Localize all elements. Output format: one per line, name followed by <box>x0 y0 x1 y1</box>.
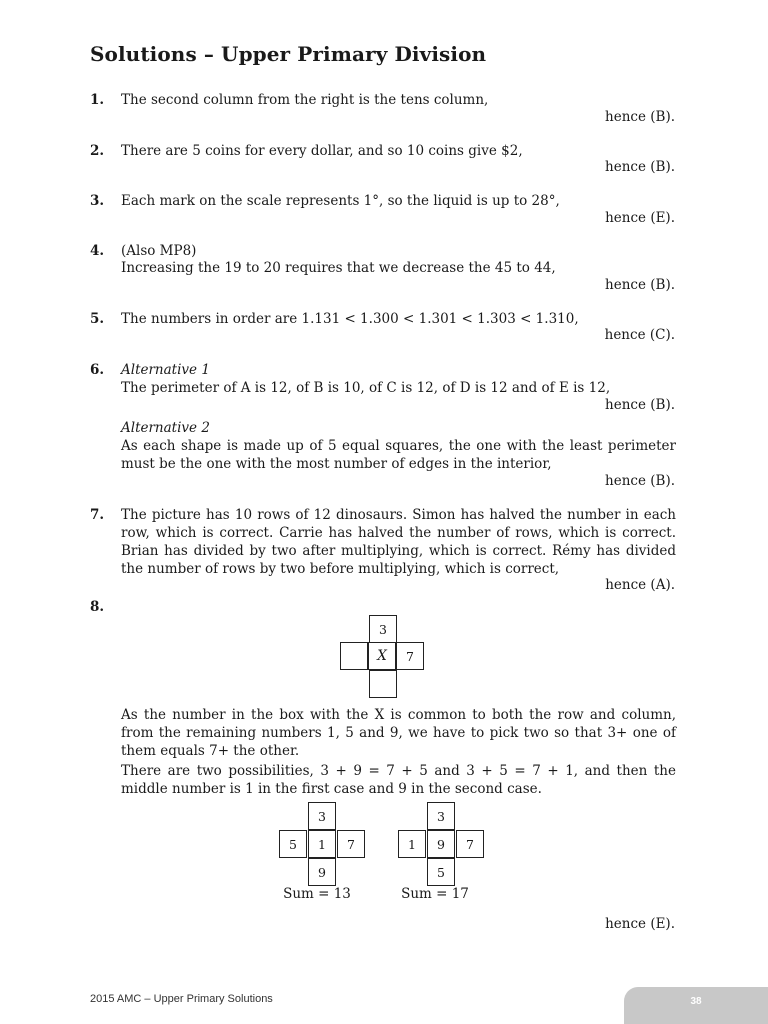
answer: hence (B). <box>605 159 675 175</box>
grid-cell-bottom: 9 <box>308 858 336 886</box>
question-number: 8. <box>90 599 105 615</box>
question-number: 6. <box>90 362 105 378</box>
alternative-label: Alternative 1 <box>121 362 210 378</box>
grid-cell-center: 1 <box>308 830 336 858</box>
question-number: 7. <box>90 507 105 523</box>
answer: hence (E). <box>605 916 675 932</box>
grid-cell-top: 3 <box>369 615 397 643</box>
question-number: 5. <box>90 311 105 327</box>
grid-cell-center: 9 <box>427 830 455 858</box>
question-number: 2. <box>90 143 105 159</box>
grid-cell-left <box>340 642 368 670</box>
grid-cell-bottom: 5 <box>427 858 455 886</box>
question-number: 4. <box>90 243 105 259</box>
solution-text: Increasing the 19 to 20 requires that we decrease the 45 to 44, <box>121 260 556 276</box>
solution-text: Each mark on the scale represents 1°, so the liquid is up to 28°, <box>121 193 560 209</box>
solution-text: The picture has 10 rows of 12 dinosaurs. Simon has halved the number in each row, which is correct. Carrie has halved the number of rows, which is correct. Brian has divided by two after multiplying, which is correct. Rémy has divided the number of rows by two before multiplying, which is correct, <box>121 507 676 577</box>
solution-text: There are 5 coins for every dollar, and so 10 coins give $2, <box>121 143 523 159</box>
grid-cell-left: 1 <box>398 830 426 858</box>
solution-text: The numbers in order are 1.131 < 1.300 < 1.301 < 1.303 < 1.310, <box>121 311 579 327</box>
grid-cell-top: 3 <box>308 802 336 830</box>
alternative-label: Alternative 2 <box>121 420 210 436</box>
grid-cell-right: 7 <box>396 642 424 670</box>
answer: hence (B). <box>605 109 675 125</box>
footer-title: 2015 AMC – Upper Primary Solutions <box>90 993 273 1005</box>
answer: hence (C). <box>604 327 675 343</box>
sum-label: Sum = 13 <box>283 886 351 902</box>
sum-label: Sum = 17 <box>401 886 469 902</box>
solution-text: There are two possibilities, 3 + 9 = 7 + 5 and 3 + 5 = 7 + 1, and then the middle number is 1 in the first case and 9 in the second case. <box>121 763 676 797</box>
page-number-tab <box>624 987 768 1024</box>
grid-cell-right: 7 <box>337 830 365 858</box>
solution-text: The second column from the right is the tens column, <box>121 92 489 108</box>
solution-text: As the number in the box with the X is common to both the row and column, from the remaining numbers 1, 5 and 9, we have to pick two so that 3+ one of them equals 7+ the other. <box>121 707 676 759</box>
answer: hence (B). <box>605 397 675 413</box>
question-number: 1. <box>90 92 105 108</box>
solution-text: (Also MP8) <box>121 243 197 259</box>
solution-text: The perimeter of A is 12, of B is 10, of C is 12, of D is 12 and of E is 12, <box>121 380 611 396</box>
page-number: 38 <box>690 996 702 1007</box>
answer: hence (B). <box>605 277 675 293</box>
grid-cell-left: 5 <box>279 830 307 858</box>
number-grid-case-1 <box>279 802 366 885</box>
number-grid-case-2 <box>398 802 485 885</box>
answer: hence (E). <box>605 210 675 226</box>
solution-text: As each shape is made up of 5 equal squares, the one with the least perimeter must be the one with the most number of edges in the interior, <box>121 438 676 472</box>
grid-cell-right: 7 <box>456 830 484 858</box>
grid-cell-center: X <box>368 642 396 670</box>
grid-cell-top: 3 <box>427 802 455 830</box>
grid-cell-bottom <box>369 670 397 698</box>
answer: hence (A). <box>605 577 675 593</box>
number-grid-main <box>340 615 427 698</box>
answer: hence (B). <box>605 473 675 489</box>
page-title: Solutions – Upper Primary Division <box>90 42 487 66</box>
question-number: 3. <box>90 193 105 209</box>
